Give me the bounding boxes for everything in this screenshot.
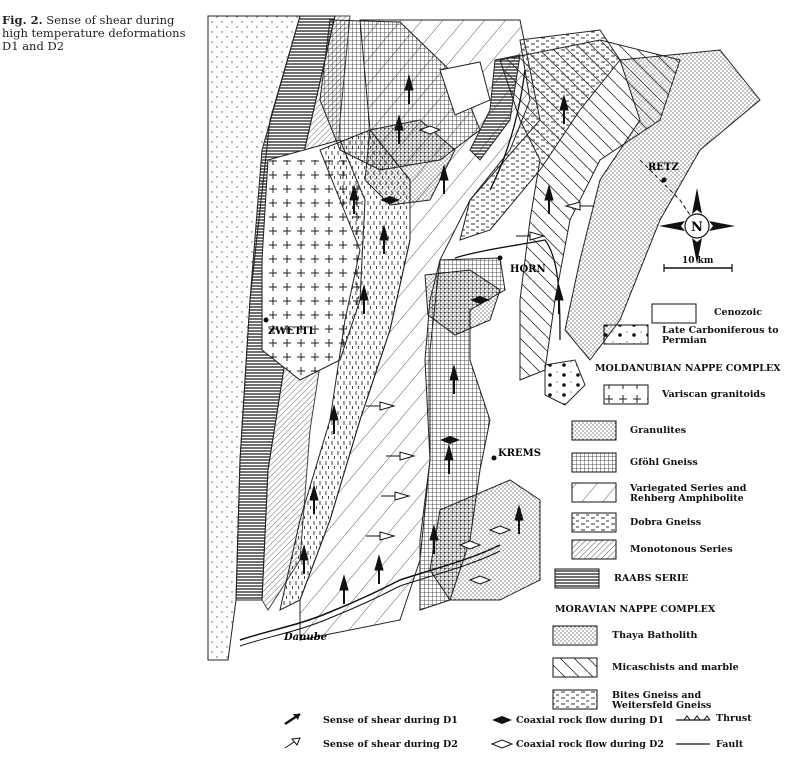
caption-line-3: D1 and D2 (2, 39, 65, 53)
place-zwettl: ZWETTL (268, 326, 316, 337)
key-thrust: Thrust (716, 713, 752, 724)
zwettl-dot (264, 318, 269, 323)
key-shear-d2: Sense of shear during D2 (323, 739, 458, 750)
legend-micaschists: Micaschists and marble (612, 662, 739, 673)
legend-variscan-granitoids: Variscan granitoids (662, 389, 766, 400)
legend-gfohl-gneiss: Gföhl Gneiss (630, 457, 698, 468)
key-coaxial-d1: Coaxial rock flow during D1 (516, 715, 665, 726)
legend-late-carboniferous: Late Carboniferous to Permian (662, 325, 779, 346)
permian-body (545, 360, 585, 405)
key-fault: Fault (716, 739, 744, 750)
key-coaxial-d2: Coaxial rock flow during D2 (516, 739, 665, 750)
place-krems: KREMS (498, 448, 541, 459)
key-shear-d1: Sense of shear during D1 (323, 715, 458, 726)
scale-label: 10 km (682, 256, 714, 266)
legend-raabs-serie: RAABS SERIE (614, 573, 689, 584)
legend-moravian-header: MORAVIAN NAPPE COMPLEX (555, 604, 716, 615)
legend-thaya-batholith: Thaya Batholith (612, 630, 698, 641)
legend-granulites: Granulites (630, 425, 687, 436)
legend-cenozoic: Cenozoic (714, 307, 762, 318)
caption-line-2: high temperature deformations (2, 26, 186, 40)
krems-dot (492, 456, 497, 461)
legend-moldanubian-header: MOLDANUBIAN NAPPE COMPLEX (595, 363, 781, 374)
caption-line-1: Sense of shear during (46, 13, 175, 27)
north-label: N (691, 220, 703, 235)
place-horn: HORN (510, 264, 546, 275)
retz-dot (662, 178, 667, 183)
horn-dot (498, 256, 503, 261)
place-retz: RETZ (648, 162, 679, 173)
legend-variegated-series: Variegated Series and Rehberg Amphibolite (630, 483, 747, 504)
legend-bites-gneiss: Bites Gneiss and Weitersfeld Gneiss (612, 690, 712, 711)
legend-dobra-gneiss: Dobra Gneiss (630, 517, 702, 528)
place-danube: Danube (284, 632, 328, 643)
legend-monotonous-series: Monotonous Series (630, 544, 733, 555)
figure-number: Fig. 2. (2, 13, 43, 27)
